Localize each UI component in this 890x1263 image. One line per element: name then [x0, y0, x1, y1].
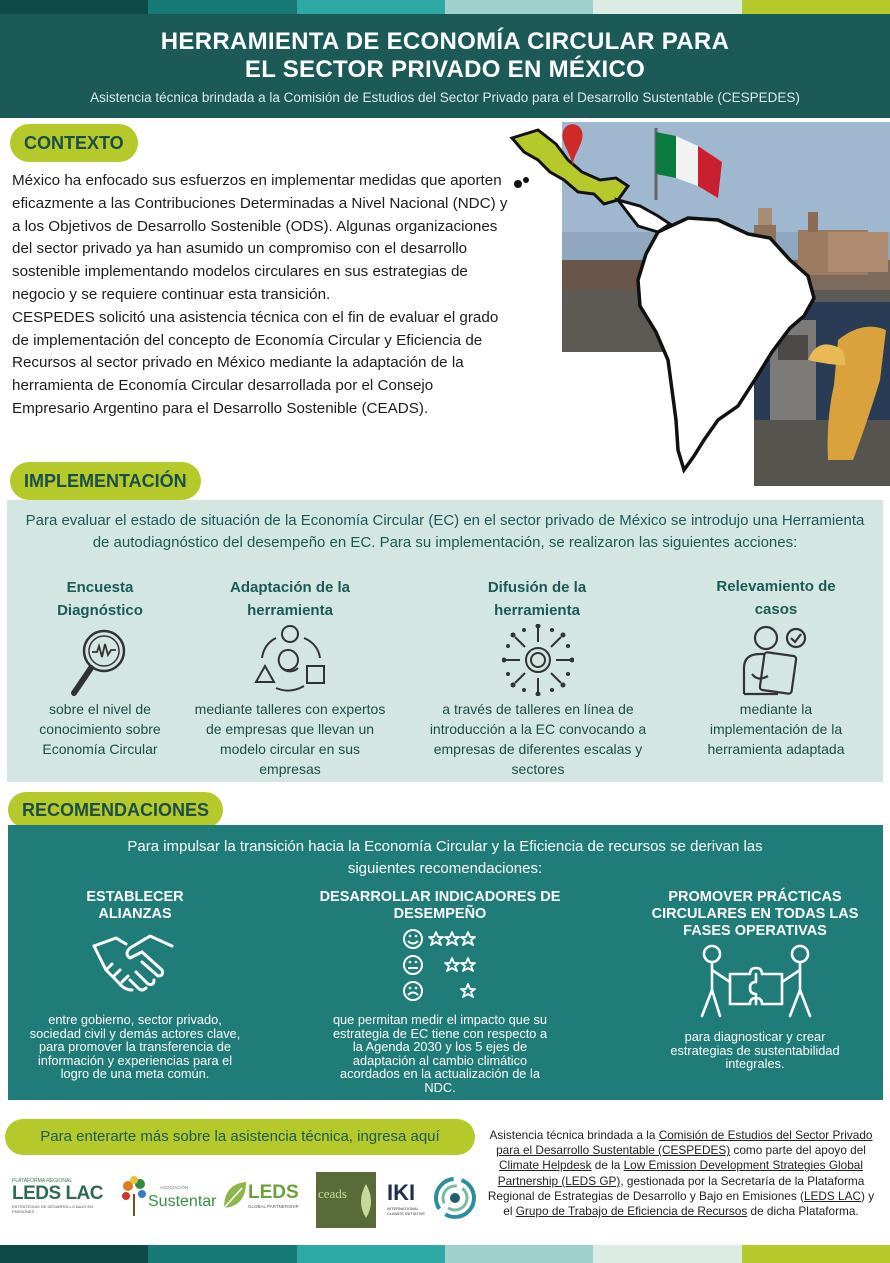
action-relevamiento	[676, 575, 876, 621]
action-title: Encuesta Diagnóstico	[57, 579, 143, 619]
context-paragraph-1: México ha enfocado sus esfuerzos en implementar medidas que aporten eficazmente a las Contribuciones Determinadas a Nivel Nacional (NDC) y a los Objetivos de Desarrollo Sostenible (ODS). Algunas organizaciones del sector privado ya han asumido un compromiso con el desarrollo sostenible implementando modelos circulares en sus estrategias de negocio y se requiere continuar esta transición.	[12, 172, 508, 303]
leds-lac-logo-top: PLATAFORMA REGIONAL	[12, 1178, 73, 1184]
leds-gp-logo-sub: GLOBAL PARTNERSHIP	[248, 1204, 299, 1209]
credit-text-1: Asistencia técnica brindada a la	[489, 1128, 659, 1142]
action-encuesta-desc-wrap	[0, 699, 200, 759]
leds-lac-logo	[12, 1178, 112, 1218]
action-title: Adaptación de la herramienta	[229, 579, 351, 619]
leds-lac-logo-name: LEDS LAC	[12, 1183, 103, 1204]
iki-logo-name: IKI	[387, 1180, 416, 1205]
recommendation-title: PROMOVER PRÁCTICAS CIRCULARES EN TODAS LAS FASES OPERATIVAS	[651, 889, 859, 939]
magnifier-pulse-icon	[66, 625, 132, 701]
puzzle-people-icon	[690, 944, 822, 1020]
recommendation-description: entre gobierno, sector privado, sociedad civil y demás actores clave, para promover la transferencia de información y experiencias para el logro de una meta común.	[29, 1012, 241, 1081]
map-photo-collage	[508, 120, 890, 486]
implementation-intro: Para evaluar el estado de situación de la Economía Circular (EC) en el sector privado de México se introdujo una Herramienta de autodiagnóstico del desempeño en EC. Para su implementación, se realizaron las siguientes acciones:	[25, 512, 865, 551]
credit-text-6: de dicha Plataforma.	[747, 1204, 859, 1219]
leds-gp-logo-name: LEDS	[248, 1182, 299, 1203]
sustentar-logo-name: Sustentar	[148, 1193, 217, 1210]
action-difusion	[437, 576, 637, 622]
cespedes-link[interactable]: Comisión de Estudios del Sector Privado para el Desarrollo Sustentable (CESPEDES)	[496, 1128, 873, 1158]
credit-text-3: de la	[591, 1158, 624, 1173]
context-text	[12, 170, 512, 421]
leds-lac-logo-sub: ESTRATEGIAS DE DESARROLLO BAJO EN EMISIONES	[12, 1204, 94, 1214]
header-banner	[0, 14, 890, 118]
recommendation-description: que permitan medir el impacto que su estrategia de EC tiene con respecto a la Agenda 2030 y los 5 ejes de adaptación al cambio climático acordados en la actualización de la NDC.	[332, 1012, 548, 1095]
ceads-leaf-icon	[356, 1182, 376, 1218]
action-relevamiento-desc-wrap	[676, 699, 876, 759]
leds-gp-logo	[222, 1178, 304, 1218]
page-title	[0, 28, 890, 84]
radial-burst-icon	[502, 624, 574, 696]
cycle-shapes-icon	[252, 624, 330, 696]
implementation-heading: IMPLEMENTACIÓN	[10, 462, 201, 500]
page-subtitle: Asistencia técnica brindada a la Comisión de Estudios del Sector Privado para el Desarrollo Sustentable (CESPEDES)	[90, 90, 800, 105]
action-title: Difusión de la herramienta	[487, 579, 587, 619]
action-description: a través de talleres en línea de introducción a la EC convocando a empresas de diferentes escalas y sectores	[429, 701, 647, 777]
context-paragraph-2: CESPEDES solicitó una asistencia técnica con el fin de evaluar el grado de implementación del concepto de Economía Circular y Eficiencia de Recursos al sector privado en México mediante la adaptación de la herramienta de Economía Circular desarrollada por el Consejo Empresario Argentino para el Desarrollo Sostenible (CEADS).	[12, 308, 499, 417]
action-adaptacion-desc-wrap	[190, 699, 390, 779]
iki-logo-sub: INTERNATIONAL CLIMATE INITIATIVE	[387, 1206, 426, 1216]
title-line-1: HERRAMIENTA DE ECONOMÍA CIRCULAR PARA	[160, 28, 730, 55]
handshake-icon	[92, 930, 174, 996]
bottom-color-strip	[0, 1245, 890, 1263]
action-title: Relevamiento de casos	[716, 578, 836, 618]
climate-helpdesk-link[interactable]: Climate Helpdesk	[499, 1158, 592, 1173]
recommendation-title: DESARROLLAR INDICADORES DE DESEMPEÑO	[319, 889, 561, 922]
iki-logo	[385, 1176, 483, 1220]
person-checklist-icon	[738, 624, 814, 700]
action-description: mediante la implementación de la herramienta adaptada	[707, 701, 845, 757]
credit-text-2: como parte del apoyo del	[730, 1143, 866, 1158]
credit-text-4: , gestionada por la Secretaría de la Plataforma Regional de Estrategias de Desarrollo y Bajo en Emisiones (	[487, 1173, 865, 1203]
recommendations-intro: Para impulsar la transición hacia la Economía Circular y la Eficiencia de recursos se derivan las siguientes recomendaciones:	[127, 838, 763, 877]
title-line-2: EL SECTOR PRIVADO EN MÉXICO	[244, 56, 646, 83]
working-group-link[interactable]: Grupo de Trabajo de Eficiencia de Recursos	[515, 1204, 748, 1219]
recommendations-heading: RECOMENDACIONES	[8, 792, 223, 828]
action-encuesta	[0, 576, 200, 622]
iki-circle-icon	[433, 1176, 477, 1220]
top-color-strip	[0, 0, 890, 14]
action-difusion-desc-wrap	[428, 699, 648, 779]
leds-gp-link[interactable]: Low Emission Development Strategies Global Partnership (LEDS GP)	[497, 1158, 863, 1188]
sustentar-logo	[120, 1176, 216, 1220]
action-description: mediante talleres con expertos de empresas que llevan un modelo circular en sus empresas	[194, 701, 386, 777]
leds-lac-link[interactable]: LEDS LAC	[803, 1188, 861, 1203]
recommendation-title: ESTABLECER ALIANZAS	[86, 889, 184, 922]
ceads-logo-name: ceads	[318, 1186, 347, 1201]
action-adaptacion	[190, 576, 390, 622]
sustentar-logo-top: ASOCIACIÓN	[160, 1185, 189, 1190]
credit-text-5: ) y el	[503, 1188, 875, 1219]
context-heading: CONTEXTO	[10, 124, 138, 162]
more-info-link[interactable]: Para enterarte más sobre la asistencia técnica, ingresa aquí	[5, 1119, 475, 1155]
ceads-logo	[316, 1172, 376, 1228]
leaf-icon	[222, 1180, 248, 1210]
rating-faces-icon	[402, 928, 482, 1002]
action-description: sobre el nivel de conocimiento sobre Economía Circular	[39, 701, 161, 757]
sustentar-tree-icon	[120, 1176, 148, 1216]
credit-text	[485, 1128, 877, 1219]
recommendation-description: para diagnosticar y crear estrategias de sustentabilidad integrales.	[670, 1029, 840, 1071]
